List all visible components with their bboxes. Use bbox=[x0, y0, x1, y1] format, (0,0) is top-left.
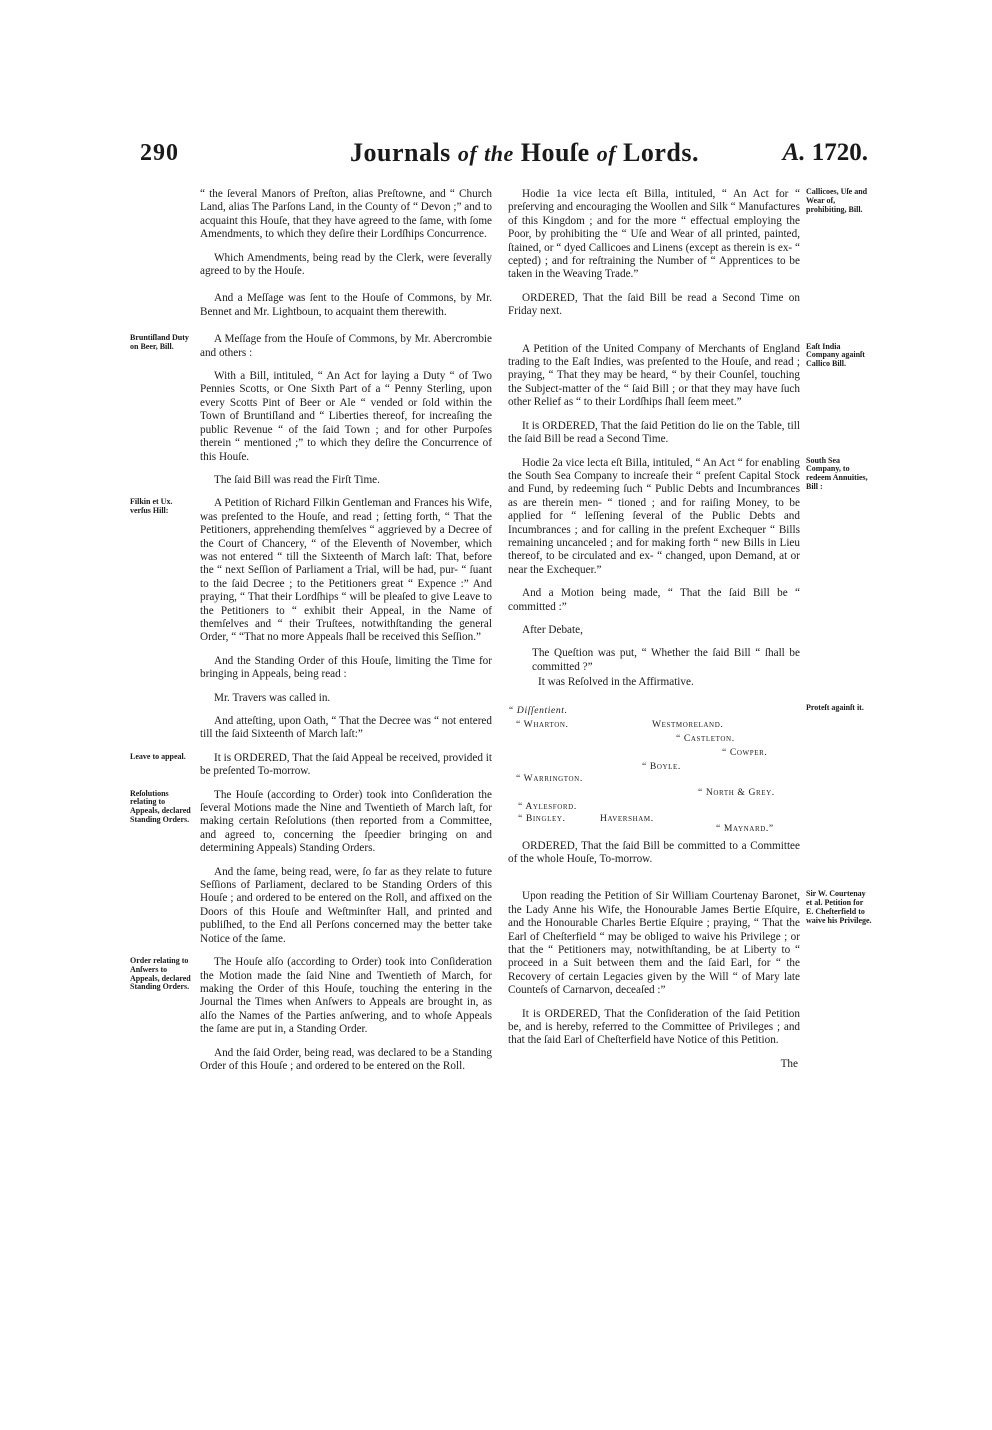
paragraph: And a Motion being made, “ That the ſaid Bill be “ committed :” bbox=[508, 587, 800, 613]
paragraph: Upon reading the Petition of Sir William Courtenay Baronet, the Lady Anne his Wife, the Honourable James Bertie Eſquire, and the Honourable Charles Bertie Eſquire ; praying, “ That the Earl of Cheſterfield “ may be obliged to waive his Privilege ; or that the “ Petitioners may, notwithſtanding, be at Liberty to “ proceed in a Suit between them and the ſaid Earl, for “ the Recovery of certain Legacies given by the Will “ of Mary late Counteſs of Carnarvon, deceaſed :” bbox=[508, 890, 800, 997]
year-heading bbox=[783, 139, 868, 167]
year-a: A. bbox=[782, 139, 806, 166]
title-the: the bbox=[484, 141, 514, 166]
paragraph: And the ſame, being read, were, ſo far as they relate to future Seſſions of Parliament, declared to be Standing Orders of this Houſe ; and ordered to be entered on the Roll, and affixed on the Doors of this Houſe and Weſtminſter Hall, and printed and publiſhed, to the End all Perſons concerned may the better take Notice of the ſame. bbox=[200, 865, 492, 945]
margin-note: Reſolutions relating to Appeals, declared Standing Orders. bbox=[130, 788, 191, 825]
signatory: “ Wharton. bbox=[516, 718, 569, 730]
signatory: “ Cowper. bbox=[722, 746, 768, 758]
year-value: 1720. bbox=[811, 139, 868, 166]
paragraph: A Petition of the United Company of Merchants of England trading to the Eaſt Indies, was preſented to the Houſe, and read ; praying, “ That they may be heard, “ by their Counſel, touching the Subject-matter of the “ ſaid Bill ; or that they may have ſuch other Relief as “ to their Lordſhips ſhall ſeem meet.” bbox=[508, 342, 800, 409]
running-title bbox=[350, 138, 699, 168]
paragraph: The Houſe (according to Order) took into Conſideration the ſeveral Motions made the Nine and Twentieth of March laſt, for making certain Reſolutions (then reported from a Committee, and agreed to, concerning the ſpeedier bringing on and determining Appeals) Standing Orders. bbox=[200, 788, 492, 855]
title-journals: Journals bbox=[350, 138, 451, 167]
signatory: “ Warrington. bbox=[516, 772, 583, 784]
title-lords: Lords. bbox=[623, 138, 700, 167]
paragraph: “ the ſeveral Manors of Preſton, alias Preſtowne, and “ Church Land, alias The Parſons Land, in the County of “ Devon ;” and to acquaint this Houſe, that they have agreed to the ſame, with ſome Amendments, to which they deſire their Lordſhips Concurrence. bbox=[200, 188, 492, 241]
margin-note: Eaſt India Company againſt Callico Bill. bbox=[806, 341, 865, 369]
margin-note: Order relating to Anſwers to Appeals, declared Standing Orders. bbox=[130, 956, 191, 992]
paragraph: After Debate, bbox=[522, 623, 583, 636]
dissent-list bbox=[508, 702, 864, 834]
signatory: “ North & Grey. bbox=[698, 786, 775, 798]
signatory: Haverſham. bbox=[600, 812, 654, 824]
paragraph: And the Standing Order of this Houſe, limiting the Time for bringing in Appeals, being read : bbox=[200, 654, 492, 681]
paragraph: The Houſe alſo (according to Order) took into Conſideration the Motion made the ſaid Nine and Twentieth of March, for making the Order of this Houſe, touching the entering in the Journal the Times when Anſwers to Appeals are brought in, as alſo the Names of the Parties anſwering, and to whoſe Appeals the ſame are put in, a Standing Order. bbox=[200, 956, 492, 1036]
signatory: Weſtmoreland. bbox=[652, 718, 724, 730]
signatory: “ Maynard.” bbox=[716, 822, 774, 834]
paragraph: ORDERED, That the ſaid Bill be committed to a Committee of the whole Houſe, To-morrow. bbox=[508, 839, 800, 865]
margin-note: Sir W. Courtenay et al. Petition for E. Cheſterfield to waive his Privilege. bbox=[806, 889, 872, 925]
paragraph: And a Meſſage was ſent to the Houſe of Commons, by Mr. Bennet and Mr. Lightboun, to acquaint them therewith. bbox=[200, 292, 492, 318]
catchword: The bbox=[780, 1057, 798, 1070]
paragraph: And the ſaid Order, being read, was declared to be a Standing Order of this Houſe ; and ordered to be entered on the Roll. bbox=[200, 1046, 492, 1072]
left-column bbox=[130, 188, 492, 1083]
paragraph: ORDERED, That the ſaid Bill be read a Second Time on Friday next. bbox=[508, 291, 800, 318]
paragraph: A Meſſage from the Houſe of Commons, by Mr. Abercrombie and others : bbox=[200, 333, 492, 359]
paragraph: Mr. Travers was called in. bbox=[214, 691, 331, 704]
paragraph: It is ORDERED, That the Conſideration of the ſaid Petition be, and is hereby, referred to the Committee of Privileges ; and that the ſaid Earl of Cheſterfield have Notice of this Petition. bbox=[508, 1007, 800, 1047]
paragraph: The Queſtion was put, “ Whether the ſaid Bill “ ſhall be committed ?” bbox=[532, 647, 800, 673]
paragraph: A Petition of Richard Filkin Gentleman and Frances his Wife, was preſented to the Houſe, and read ; ſetting forth, “ That the Petitioners, apprehending themſelves “ aggrieved by a Decree of the Court of Chancery, “ of the Eleventh of November, which was not entered “ till the Sixteenth of March laſt: That, before the “ next Seſſion of Parliament a Trial, will be had, pur- “ ſuant to the ſaid Decree ; to the Petitioners great “ Expence :” And praying, “ That their Lordſhips “ will be pleaſed to give Leave to the Petitioners to “ exhibit their Appeal, in the Name of themſelves and “ their Truſtees, notwithſtanding the general Order, “ “That no more Appeals ſhall be received this Seſſion.” bbox=[200, 497, 492, 644]
margin-note: Filkin et Ux. verſus Hill: bbox=[130, 497, 173, 516]
signatory: “ Bingley. bbox=[518, 812, 566, 824]
paragraph: Which Amendments, being read by the Clerk, were ſeverally agreed to by the Houſe. bbox=[200, 251, 492, 278]
paragraph: With a Bill, intituled, “ An Act for laying a Duty “ of Two Pennies Scotts, or One Sixth Part of a “ Penny Sterling, upon every Scotts Pint of Beer or Ale “ vended or ſold within the Town of Bruntiſland and “ Liberties thereof, for increaſing the public Revenue “ of the ſaid Town ; and for other Purpoſes therein “ mentioned ;” to which they deſire the Concurrence of this Houſe. bbox=[200, 370, 492, 463]
paragraph: The ſaid Bill was read the Firſt Time. bbox=[214, 473, 380, 486]
signatory: “ Boyle. bbox=[642, 760, 681, 772]
margin-note: South Sea Company, to redeem Annuities, Bill : bbox=[806, 455, 868, 491]
signatory: “ Caſtleton. bbox=[676, 732, 735, 744]
title-of-2: of bbox=[596, 141, 617, 166]
margin-note: Bruntiſland Duty on Beer, Bill. bbox=[130, 333, 189, 352]
margin-note: Leave to appeal. bbox=[130, 751, 186, 761]
signatory: “ Aylesford. bbox=[518, 800, 577, 812]
margin-note: Proteſt againſt it. bbox=[806, 702, 864, 712]
page-number: 290 bbox=[140, 140, 179, 166]
paragraph: It is ORDERED, That the ſaid Appeal be received, provided it be preſented To-morrow. bbox=[200, 751, 492, 778]
paragraph: It was Reſolved in the Affirmative. bbox=[538, 676, 694, 689]
margin-note: Callicoes, Uſe and Wear of, prohibiting, Bill. bbox=[806, 187, 868, 214]
title-of: of bbox=[457, 141, 478, 166]
right-column bbox=[508, 187, 872, 1071]
paragraph: It is ORDERED, That the ſaid Petition do lie on the Table, till the ſaid Bill be read a Second Time. bbox=[508, 419, 800, 446]
dissentient-label: “ Diſſentient. bbox=[508, 704, 568, 716]
page-header bbox=[140, 140, 868, 174]
title-house: Houſe bbox=[520, 138, 590, 167]
paragraph: Hodie 2a vice lecta eſt Billa, intituled, “ An Act “ for enabling the South Sea Company to increaſe their “ preſent Capital Stock and Fund, by redeeming ſuch “ Public Debts and Incumbrances as are therein men- “ tioned ; and for raiſing Money, to be applied for “ leſſening ſeveral of the Public Debts and Incumbrances ; and for calling in the preſent Exchequer “ Bills remaining uncanceled ; and for making forth “ new Bills in Lieu thereof, to be circulated and ex- “ changed, upon Demand, at or near the Exchequer.” bbox=[508, 456, 800, 576]
paragraph: Hodie 1a vice lecta eſt Billa, intituled, “ An Act for “ preſerving and encouraging the Woollen and Silk “ Manufactures of this Kingdom ; and for the more “ effectual employing the Poor, by prohibiting the “ Uſe and Wear of all printed, painted, ſtained, or “ dyed Callicoes and Linens (except as therein is ex- “ cepted) ; and for reſtraining the Number of “ Apprentices to be taken in the Weaving Trade.” bbox=[508, 188, 800, 281]
paragraph: And atteſting, upon Oath, “ That the Decree was “ not entered till the ſaid Sixteenth of March laſt:” bbox=[200, 715, 492, 741]
